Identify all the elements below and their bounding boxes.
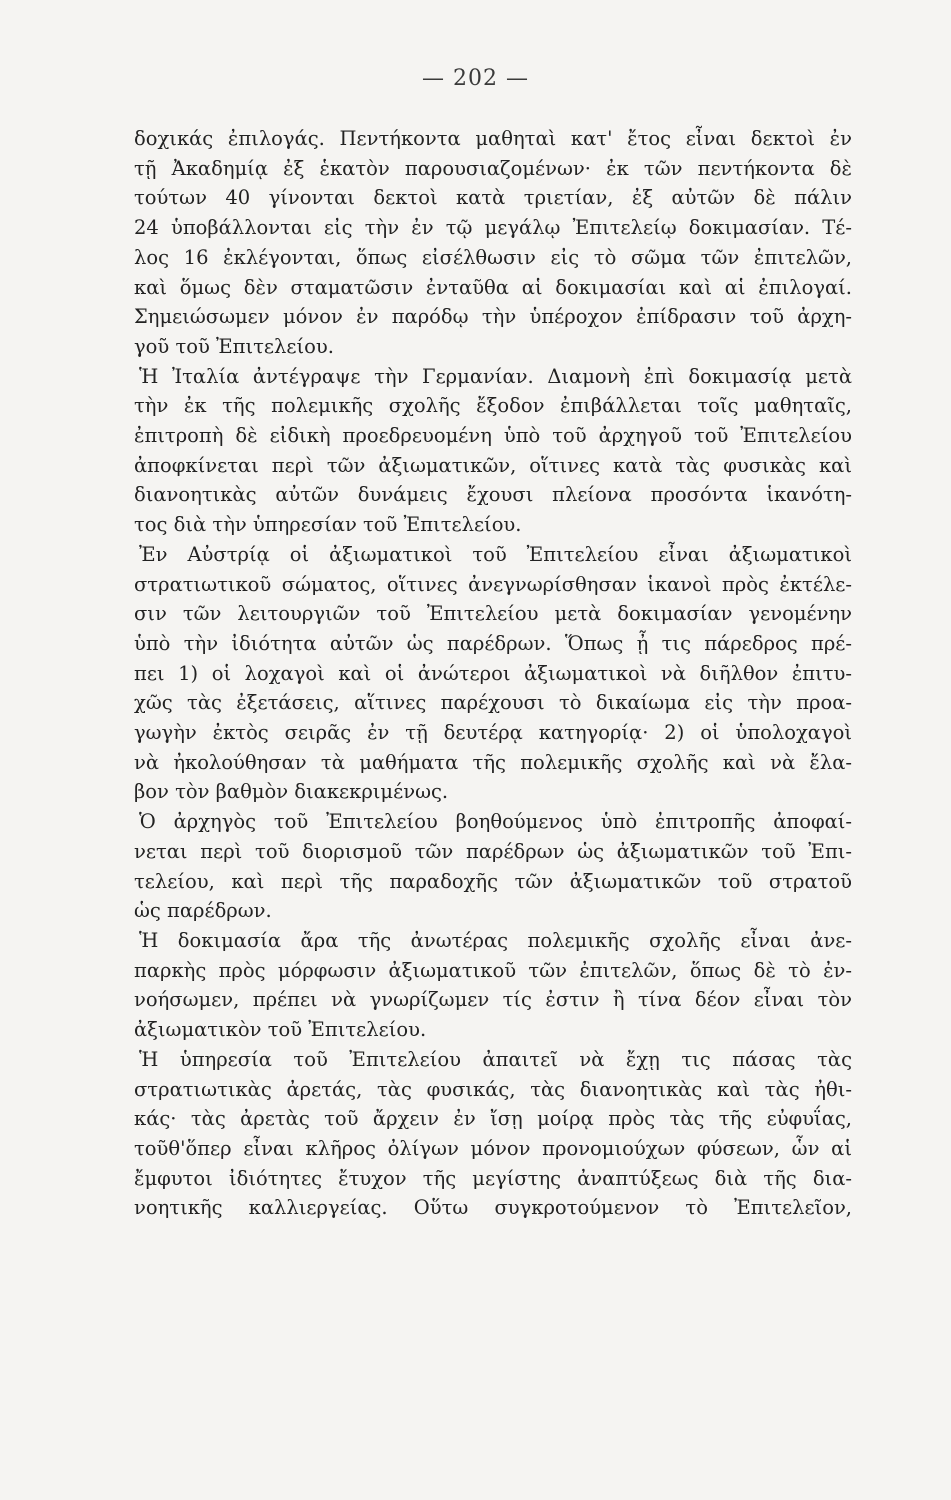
text-line: πει 1) οἱ λοχαγοὶ καὶ οἱ ἀνώτεροι ἀξιωματικοὶ νὰ διῆλθον ἐπιτυ- [134, 661, 852, 685]
text-line: νοητικῆς καλλιεργείας. Οὕτω συγκροτούμενον τὸ Ἐπιτελεῖον, [134, 1196, 852, 1220]
text-line: στρατιωτικοῦ σώματος, οἵτινες ἀνεγνωρίσθησαν ἱκανοὶ πρὸς ἐκτέλε- [134, 572, 852, 596]
text-line: χῶς τὰς ἐξετάσεις, αἵτινες παρέχουσι τὸ δικαίωμα εἰς τὴν προα- [134, 691, 852, 715]
text-line: 24 ὑποβάλλονται εἰς τὴν ἐν τῷ μεγάλῳ Ἐπιτελείῳ δοκιμασίαν. Τέ- [134, 216, 852, 240]
text-line: σιν τῶν λειτουργιῶν τοῦ Ἐπιτελείου μετὰ δοκιμασίαν γενομένην [134, 602, 852, 626]
text-line: καὶ ὅμως δὲν σταματῶσιν ἐνταῦθα αἱ δοκιμασίαι καὶ αἱ ἐπιλογαί. [134, 275, 852, 299]
text-line: νὰ ἠκολούθησαν τὰ μαθήματα τῆς πολεμικῆς σχολῆς καὶ νὰ ἔλα- [134, 750, 852, 774]
text-line: τούτων 40 γίνονται δεκτοὶ κατὰ τριετίαν, ἐξ αὐτῶν δὲ πάλιν [134, 186, 852, 210]
body-text [134, 124, 852, 1223]
text-line: γωγὴν ἐκτὸς σειρᾶς ἐν τῇ δευτέρᾳ κατηγορίᾳ· 2) οἱ ὑπολοχαγοὶ [134, 721, 852, 745]
paragraph-6 [134, 1045, 852, 1223]
text-line: Ὁ ἀρχηγὸς τοῦ Ἐπιτελείου βοηθούμενος ὑπὸ ἐπιτροπῆς ἀποφαί- [139, 810, 852, 834]
page-number-header: — 202 — [422, 66, 529, 91]
text-line: λος 16 ἐκλέγονται, ὅπως εἰσέλθωσιν εἰς τὸ σῶμα τῶν ἐπιτελῶν, [134, 245, 852, 269]
paragraph-4 [134, 807, 852, 926]
paragraph-2 [134, 362, 852, 540]
paragraph-3 [134, 540, 852, 807]
text-line: γοῦ τοῦ Ἐπιτελείου. [134, 334, 334, 358]
text-line: ἀποφκίνεται περὶ τῶν ἀξιωματικῶν, οἵτινες κατὰ τὰς φυσικὰς καὶ [134, 453, 852, 477]
paragraph-1 [134, 124, 852, 362]
text-line: τος διὰ τὴν ὑπηρεσίαν τοῦ Ἐπιτελείου. [134, 513, 522, 537]
text-line: ἐπιτροπὴ δὲ εἰδικὴ προεδρευομένη ὑπὸ τοῦ ἀρχηγοῦ τοῦ Ἐπιτελείου [134, 424, 852, 448]
text-line: νοήσωμεν, πρέπει νὰ γνωρίζωμεν τίς ἐστιν ἢ τίνα δέον εἶναι τὸν [134, 988, 852, 1012]
text-line: στρατιωτικὰς ἀρετάς, τὰς φυσικάς, τὰς διανοητικὰς καὶ τὰς ἠθι- [134, 1077, 852, 1101]
text-line: τοῦθ'ὅπερ εἶναι κλῆρος ὀλίγων μόνον προνομιούχων φύσεων, ὧν αἱ [134, 1136, 852, 1160]
text-line: τελείου, καὶ περὶ τῆς παραδοχῆς τῶν ἀξιωματικῶν τοῦ στρατοῦ [134, 869, 852, 893]
text-line: νεται περὶ τοῦ διορισμοῦ τῶν παρέδρων ὡς ἀξιωματικῶν τοῦ Ἐπι- [134, 839, 852, 863]
text-line: Ἡ Ἰταλία ἀντέγραψε τὴν Γερμανίαν. Διαμονὴ ἐπὶ δοκιμασίᾳ μετὰ [139, 364, 852, 388]
text-line: ὡς παρέδρων. [134, 899, 272, 923]
text-line: Σημειώσωμεν μόνον ἐν παρόδῳ τὴν ὑπέροχον ἐπίδρασιν τοῦ ἀρχη- [134, 305, 852, 329]
text-line: βον τὸν βαθμὸν διακεκριμένως. [134, 780, 449, 804]
text-line: ἔμφυτοι ἰδιότητες ἔτυχον τῆς μεγίστης ἀναπτύξεως διὰ τῆς δια- [134, 1166, 852, 1190]
text-line: διανοητικὰς αὐτῶν δυνάμεις ἔχουσι πλείονα προσόντα ἱκανότη- [134, 483, 852, 507]
text-line: τὴν ἐκ τῆς πολεμικῆς σχολῆς ἔξοδον ἐπιβάλλεται τοῖς μαθηταῖς, [134, 394, 852, 418]
text-line: Ἡ δοκιμασία ἄρα τῆς ἀνωτέρας πολεμικῆς σχολῆς εἶναι ἀνε- [139, 928, 852, 952]
text-line: δοχικάς ἐπιλογάς. Πεντήκοντα μαθηταὶ κατ' ἔτος εἶναι δεκτοὶ ἐν [134, 127, 852, 150]
text-line: ὑπὸ τὴν ἰδιότητα αὐτῶν ὡς παρέδρων. Ὅπως ᾖ τις πάρεδρος πρέ- [134, 631, 852, 655]
text-line: Ἡ ὑπηρεσία τοῦ Ἐπιτελείου ἀπαιτεῖ νὰ ἔχῃ τις πάσας τὰς [139, 1047, 852, 1071]
paragraph-5 [134, 926, 852, 1045]
text-line: παρκὴς πρὸς μόρφωσιν ἀξιωματικοῦ τῶν ἐπιτελῶν, ὅπως δὲ τὸ ἐν- [134, 958, 852, 982]
text-line: κάς· τὰς ἀρετὰς τοῦ ἄρχειν ἐν ἴσῃ μοίρᾳ πρὸς τὰς τῆς εὐφυΐας, [134, 1107, 852, 1131]
text-line: τῇ Ἀκαδημίᾳ ἐξ ἑκατὸν παρουσιαζομένων· ἐκ τῶν πεντήκοντα δὲ [134, 156, 852, 180]
text-line: Ἐν Αὐστρίᾳ οἱ ἀξιωματικοὶ τοῦ Ἐπιτελείου εἶναι ἀξιωματικοὶ [139, 542, 852, 566]
text-line: ἀξιωματικὸν τοῦ Ἐπιτελείου. [134, 1018, 427, 1042]
